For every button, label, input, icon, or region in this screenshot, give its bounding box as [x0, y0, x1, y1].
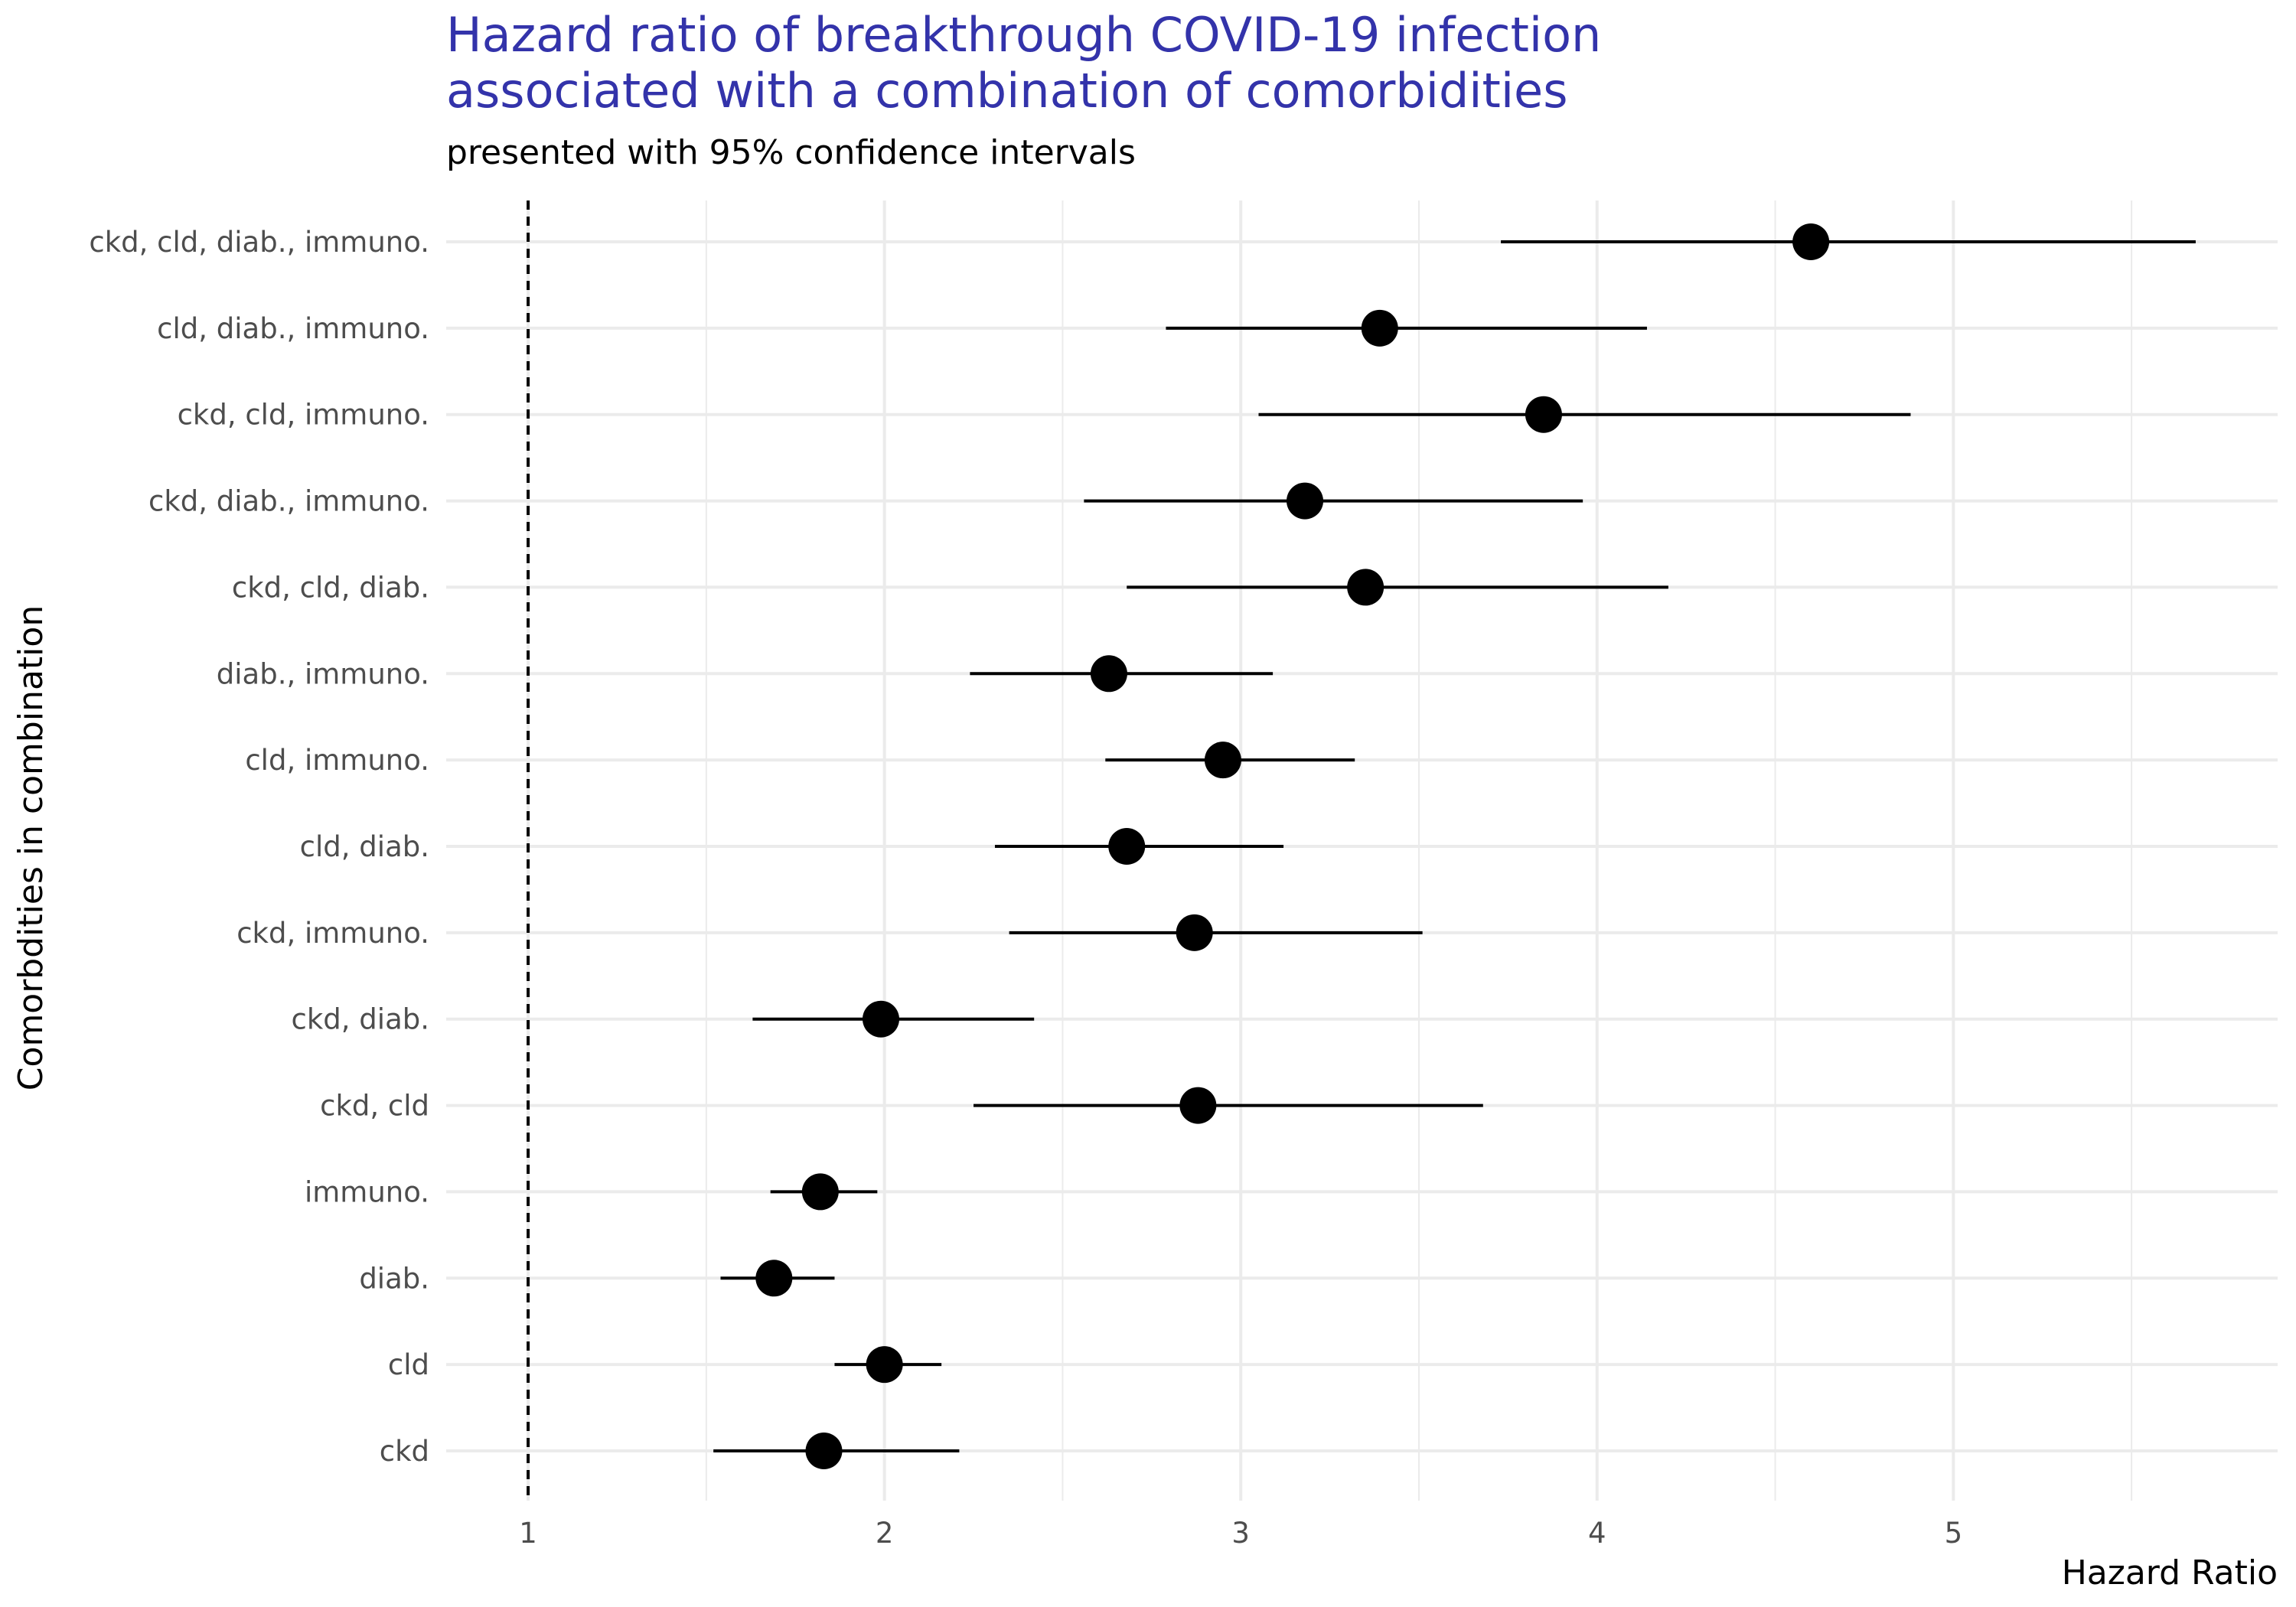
y-tick-label: immuno. — [304, 1175, 429, 1209]
grid-major-lines — [446, 200, 2278, 1501]
x-tick-label: 1 — [519, 1517, 537, 1550]
point-estimate — [805, 1433, 842, 1469]
point-estimate — [1205, 742, 1241, 778]
y-tick-labels — [89, 226, 429, 1468]
point-estimate — [863, 1001, 899, 1038]
y-tick-label: cld, diab. — [299, 830, 429, 863]
x-tick-labels — [519, 1517, 1962, 1550]
point-estimate — [1179, 1087, 1216, 1124]
point-estimate — [802, 1173, 839, 1210]
point-estimate — [755, 1260, 792, 1296]
y-tick-label: ckd, diab., immuno. — [148, 484, 429, 518]
chart-title-line-1: Hazard ratio of breakthrough COVID-19 infection — [446, 7, 1602, 63]
y-tick-label: diab. — [359, 1262, 429, 1296]
point-estimate — [1287, 483, 1323, 520]
point-estimate — [1176, 914, 1213, 951]
x-tick-label: 5 — [1944, 1517, 1963, 1550]
y-tick-label: ckd, cld — [320, 1089, 429, 1123]
chart-title-line-2: associated with a combination of comorbidities — [446, 63, 1568, 119]
y-tick-label: diab., immuno. — [216, 657, 429, 691]
point-estimate — [1362, 310, 1398, 347]
chart-subtitle: presented with 95% confidence intervals — [446, 133, 1136, 172]
point-estimate — [866, 1346, 903, 1383]
x-tick-label: 4 — [1587, 1517, 1606, 1550]
y-tick-label: ckd, immuno. — [236, 916, 429, 950]
point-estimate — [1091, 655, 1127, 692]
y-tick-label: cld — [387, 1348, 429, 1382]
y-tick-label: ckd — [379, 1435, 429, 1468]
y-tick-label: ckd, cld, immuno. — [177, 398, 429, 432]
x-axis-title: Hazard Ratio — [2061, 1553, 2278, 1592]
point-estimate — [1792, 223, 1829, 260]
y-tick-label: ckd, cld, diab., immuno. — [89, 226, 429, 259]
point-estimate — [1347, 569, 1384, 605]
x-tick-label: 2 — [875, 1517, 894, 1550]
point-estimate — [1525, 396, 1562, 433]
y-tick-label: cld, diab., immuno. — [157, 311, 429, 345]
x-tick-label: 3 — [1231, 1517, 1250, 1550]
y-tick-label: cld, immuno. — [245, 744, 429, 777]
point-estimate — [1108, 828, 1145, 865]
y-tick-label: ckd, cld, diab. — [231, 571, 429, 605]
grid-minor-lines — [706, 200, 2131, 1501]
y-tick-label: ckd, diab. — [291, 1002, 429, 1036]
y-axis-title: Comorbdities in combination — [11, 605, 51, 1091]
